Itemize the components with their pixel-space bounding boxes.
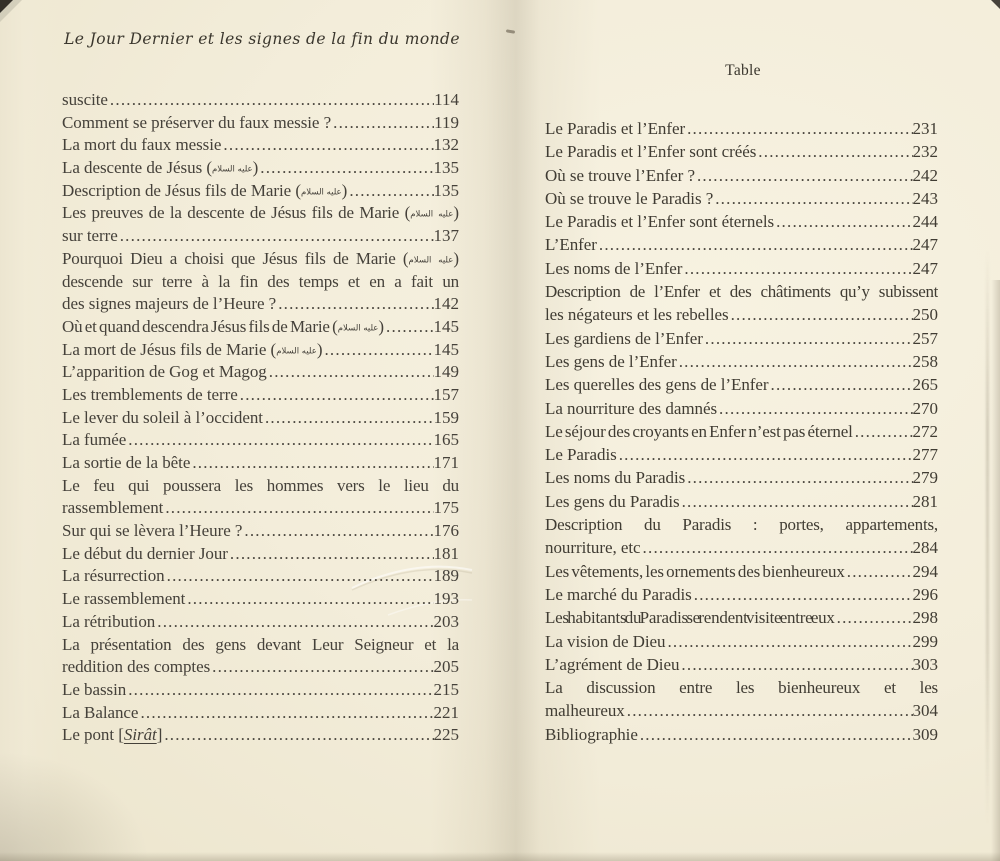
- dot-leader: [155, 611, 433, 634]
- toc-entry-page: 299: [912, 631, 938, 651]
- dot-leader: [263, 407, 434, 430]
- toc-entry: [62, 565, 459, 588]
- toc-entry-title: rassemblement: [62, 498, 164, 518]
- toc-entry-title: Le rassemblement: [62, 589, 186, 609]
- dot-leader: [258, 157, 433, 180]
- toc-entry: [545, 513, 938, 536]
- dot-leader: [677, 350, 913, 373]
- dot-leader: [729, 303, 913, 326]
- toc-entry-title: Comment se préserver du faux messie ?: [62, 112, 332, 132]
- dot-leader: [692, 583, 913, 606]
- toc-entry: [62, 384, 459, 407]
- toc-entry-title: Les gardiens de l’Enfer: [545, 328, 703, 348]
- toc-entry-page: 181: [433, 543, 459, 563]
- toc-entry: [62, 702, 459, 725]
- toc-entry-page: 257: [912, 328, 938, 348]
- dot-leader: [331, 112, 434, 135]
- toc-entry: [62, 112, 459, 135]
- toc-entry: [545, 606, 938, 629]
- toc-entry: [545, 490, 938, 513]
- toc-entry-page: 142: [433, 294, 459, 314]
- toc-entry-title: L’apparition de Gog et Magog: [62, 362, 267, 382]
- toc-entry-title: Les habitants du Paradis se rendent visite entre eux: [545, 608, 835, 628]
- toc-entry-title: L’agrément de Dieu: [545, 654, 680, 674]
- dot-leader: [238, 384, 434, 407]
- toc-entry-title: Les vêtements, les ornements des bienheureux: [545, 561, 845, 581]
- dot-leader: [641, 536, 913, 559]
- dot-leader: [835, 606, 913, 629]
- toc-entry: [62, 452, 459, 475]
- toc-entry-page: 132: [433, 135, 459, 155]
- dot-leader: [118, 225, 434, 248]
- toc-entry: [62, 134, 459, 157]
- toc-entry: [62, 293, 459, 316]
- toc-entry-title: suscite: [62, 90, 108, 109]
- toc-entry: [545, 420, 938, 443]
- toc-entry-title: Les gens de l’Enfer: [545, 351, 677, 371]
- toc-entry-page: 309: [912, 724, 938, 744]
- toc-entry-title: Le Paradis et l’Enfer: [545, 119, 686, 138]
- toc-entry-page: 193: [433, 589, 459, 609]
- toc-entry: [62, 180, 459, 203]
- toc-entry-page: 304: [912, 701, 938, 721]
- toc-entry: [545, 303, 938, 326]
- dot-leader: [713, 187, 912, 210]
- toc-entry-title: Le Paradis et l’Enfer sont créés: [545, 142, 757, 162]
- toc-entry: [545, 327, 938, 350]
- toc-entry-page: 231: [912, 119, 938, 138]
- dot-leader: [185, 588, 433, 611]
- honorific-symbol: (عليه السلام): [206, 158, 259, 178]
- toc-entry: [62, 588, 459, 611]
- toc-entry-page: 244: [912, 212, 938, 232]
- photo-dark-corner-tr: [991, 0, 1000, 9]
- dot-leader: [276, 293, 433, 316]
- toc-entry-page: 145: [433, 316, 459, 336]
- toc-entry-title: Le lever du soleil à l’occident: [62, 407, 263, 427]
- toc-entry: [62, 634, 459, 657]
- toc-entry-title: La discussion entre les bienheureux et les: [545, 678, 938, 698]
- dot-leader: [682, 257, 912, 280]
- toc-entry-page: 272: [912, 421, 938, 441]
- toc-entry-title: La mort de Jésus fils de Marie (عليه السلام): [62, 339, 323, 359]
- toc-entry: [545, 280, 938, 303]
- dot-leader: [322, 339, 433, 362]
- dot-leader: [228, 543, 434, 566]
- toc-entry: [545, 653, 938, 676]
- toc-entry-title: Le Paradis: [545, 445, 617, 465]
- toc-entry-page: 205: [433, 657, 459, 677]
- photo-dark-corner-tl: [0, 0, 13, 13]
- toc-entry-page: 265: [912, 375, 938, 395]
- dot-leader: [638, 723, 913, 746]
- toc-entry: [545, 560, 938, 583]
- toc-entry-page: 298: [912, 608, 938, 628]
- toc-entry-page: 149: [433, 362, 459, 382]
- toc-entry-page: 175: [433, 498, 459, 518]
- toc-entry-title: La mort du faux messie: [62, 135, 222, 155]
- toc-entry-page: 215: [433, 679, 459, 699]
- toc-entry: [62, 225, 459, 248]
- dot-leader: [665, 630, 912, 653]
- right-toc: [545, 117, 938, 746]
- honorific-symbol: (عليه السلام): [402, 248, 459, 268]
- toc-entry: [62, 157, 459, 180]
- toc-entry-title: Les gens du Paradis: [545, 491, 680, 511]
- dot-leader: [695, 164, 913, 187]
- toc-entry: [62, 520, 459, 543]
- dot-leader: [210, 656, 433, 679]
- toc-entry-title: nourriture, etc: [545, 538, 641, 558]
- toc-entry-title: Le pont [Sirât]: [62, 725, 163, 745]
- dot-leader: [774, 210, 912, 233]
- toc-entry-page: 250: [912, 305, 938, 325]
- toc-entry-title: Le début du dernier Jour: [62, 543, 228, 563]
- toc-entry-title: L’Enfer: [545, 235, 597, 255]
- toc-entry: [62, 361, 459, 384]
- toc-entry: [545, 630, 938, 653]
- toc-entry-title: La sortie de la bête: [62, 453, 191, 472]
- toc-entry-title: Description du Paradis : portes, appartements,: [545, 515, 938, 535]
- dot-leader: [165, 565, 434, 588]
- dot-leader: [617, 443, 913, 466]
- toc-entry-page: 137: [433, 226, 459, 246]
- toc-entry: [545, 466, 938, 489]
- toc-entry: [62, 271, 459, 294]
- table-heading: Table: [725, 62, 761, 79]
- toc-entry-page: 114: [434, 90, 459, 109]
- toc-entry: [545, 443, 938, 466]
- toc-entry-page: 135: [433, 158, 459, 178]
- toc-entry-title: La descente de Jésus (عليه السلام): [62, 158, 259, 178]
- toc-entry-page: 284: [912, 538, 938, 558]
- right-edge-shadow: [991, 280, 1000, 861]
- dust-speck: [506, 29, 515, 33]
- toc-entry-page: 203: [433, 611, 459, 631]
- toc-entry-page: 135: [433, 180, 459, 200]
- toc-entry-title: La résurrection: [62, 566, 165, 586]
- toc-entry: [62, 202, 459, 225]
- toc-entry-page: 176: [433, 521, 459, 541]
- toc-entry: [62, 316, 459, 339]
- dot-leader: [769, 373, 913, 396]
- bottom-edge-shadow: [0, 852, 1000, 861]
- toc-entry: [62, 724, 459, 747]
- dot-leader: [680, 490, 913, 513]
- toc-entry: [545, 676, 938, 699]
- toc-entry-title: Le bassin: [62, 679, 127, 699]
- dot-leader: [703, 327, 913, 350]
- dot-leader: [126, 429, 433, 452]
- toc-entry: [62, 339, 459, 362]
- toc-entry: [62, 475, 459, 498]
- toc-entry: [62, 248, 459, 271]
- toc-entry: [545, 164, 938, 187]
- toc-entry: [62, 656, 459, 679]
- dot-leader: [126, 679, 433, 702]
- toc-entry-title: malheureux: [545, 701, 625, 721]
- toc-entry-page: 243: [912, 188, 938, 208]
- toc-entry-title: Description de l’Enfer et des châtiments qu’y subissent: [545, 282, 938, 302]
- toc-entry-title: Le Paradis et l’Enfer sont éternels: [545, 212, 775, 232]
- running-head: Le Jour Dernier et les signes de la fin du monde: [64, 30, 460, 48]
- toc-entry: [545, 117, 938, 140]
- toc-entry-page: 157: [433, 384, 459, 404]
- toc-entry-page: 303: [912, 654, 938, 674]
- toc-entry-title: Pourquoi Dieu a choisi que Jésus fils de Marie (عليه السلام): [62, 248, 459, 268]
- toc-entry-title: La Balance: [62, 702, 139, 722]
- toc-entry-title: Le séjour des croyants en Enfer n’est pas éternel: [545, 421, 853, 441]
- toc-entry-title: La rétribution: [62, 611, 156, 631]
- toc-entry: [62, 611, 459, 634]
- toc-entry-page: 270: [912, 398, 938, 418]
- toc-entry-title: Où se trouve le Paradis ?: [545, 188, 714, 208]
- toc-entry-page: 189: [433, 566, 459, 586]
- toc-entry: [545, 187, 938, 210]
- toc-entry-title: Sur qui se lèvera l’Heure ?: [62, 521, 243, 541]
- toc-entry-page: 247: [912, 258, 938, 278]
- toc-entry: [62, 429, 459, 452]
- dot-leader: [384, 316, 433, 339]
- dot-leader: [221, 134, 433, 157]
- toc-entry-page: 247: [912, 235, 938, 255]
- dot-leader: [242, 520, 433, 543]
- toc-entry: [545, 257, 938, 280]
- dot-leader: [685, 117, 912, 140]
- toc-entry-title: Où se trouve l’Enfer ?: [545, 165, 695, 185]
- toc-entry: [62, 679, 459, 702]
- toc-entry: [545, 350, 938, 373]
- dot-leader: [597, 233, 913, 256]
- dot-leader: [347, 180, 433, 203]
- toc-entry-title: Les querelles des gens de l’Enfer: [545, 375, 769, 395]
- toc-entry: [62, 89, 459, 112]
- dot-leader: [756, 140, 912, 163]
- toc-entry: [62, 497, 459, 520]
- toc-entry-title: Où et quand descendra Jésus fils de Marie (عليه السلام): [62, 316, 385, 336]
- dot-leader: [717, 397, 912, 420]
- toc-entry-page: 145: [433, 339, 459, 359]
- toc-entry: [545, 233, 938, 256]
- toc-entry-page: 242: [912, 165, 938, 185]
- toc-entry-title: Les tremblements de terre: [62, 384, 238, 404]
- dot-leader: [190, 452, 433, 475]
- toc-entry-page: 159: [433, 407, 459, 427]
- toc-entry-page: 277: [912, 445, 938, 465]
- toc-entry: [545, 210, 938, 233]
- toc-entry-page: 296: [912, 584, 938, 604]
- toc-entry-page: 258: [912, 351, 938, 371]
- toc-entry: [545, 583, 938, 606]
- toc-entry-title: des signes majeurs de l’Heure ?: [62, 294, 277, 314]
- dot-leader: [853, 420, 913, 443]
- dot-leader: [685, 466, 912, 489]
- dot-leader: [162, 724, 433, 747]
- toc-entry-title: Le marché du Paradis: [545, 584, 692, 604]
- honorific-symbol: (عليه السلام): [295, 180, 348, 200]
- toc-entry: [62, 543, 459, 566]
- toc-entry-page: 279: [912, 468, 938, 488]
- dot-leader: [625, 699, 913, 722]
- toc-entry-page: 232: [912, 142, 938, 162]
- toc-entry: [545, 140, 938, 163]
- toc-entry-title: La nourriture des damnés: [545, 398, 718, 418]
- toc-entry-title: Les noms de l’Enfer: [545, 258, 683, 278]
- toc-entry: [545, 397, 938, 420]
- toc-entry-page: 165: [433, 430, 459, 450]
- honorific-symbol: (عليه السلام): [332, 316, 385, 336]
- dot-leader: [845, 560, 913, 583]
- toc-entry: [545, 699, 938, 722]
- dot-leader: [163, 497, 433, 520]
- toc-entry-title: Les noms du Paradis: [545, 468, 686, 488]
- toc-entry-title: La présentation des gens devant Leur Seigneur et la: [62, 634, 459, 654]
- honorific-symbol: (عليه السلام): [270, 339, 323, 359]
- toc-entry-title: Le feu qui poussera les hommes vers le lieu du: [62, 475, 459, 495]
- toc-entry: [545, 723, 938, 746]
- toc-entry-page: 221: [433, 702, 459, 722]
- honorific-symbol: (عليه السلام): [404, 203, 459, 223]
- dot-leader: [267, 361, 434, 384]
- toc-entry-page: 171: [433, 453, 459, 472]
- page-crease: [986, 250, 989, 825]
- toc-entry-title: sur terre: [62, 226, 118, 246]
- toc-entry: [545, 373, 938, 396]
- toc-entry-title: descende sur terre à la fin des temps et en a fait un: [62, 271, 459, 291]
- toc-entry-title: Bibliographie: [545, 724, 638, 744]
- toc-entry-page: 294: [912, 561, 938, 581]
- left-toc: [62, 89, 459, 747]
- bottom-left-shadow: [0, 751, 150, 861]
- toc-entry-page: 225: [433, 725, 459, 745]
- dot-leader: [679, 653, 912, 676]
- toc-entry-title: les négateurs et les rebelles: [545, 305, 729, 325]
- toc-entry-page: 281: [912, 491, 938, 511]
- toc-entry-title: Description de Jésus fils de Marie (عليه السلام): [62, 180, 348, 200]
- toc-entry: [62, 407, 459, 430]
- toc-entry-page: 119: [434, 112, 459, 132]
- toc-entry-title: La vision de Dieu: [545, 631, 666, 651]
- dot-leader: [108, 89, 434, 112]
- toc-entry-title: reddition des comptes: [62, 657, 211, 677]
- toc-entry: [545, 536, 938, 559]
- dot-leader: [138, 702, 433, 725]
- toc-entry-title: La fumée: [62, 430, 127, 450]
- toc-entry-title: Les preuves de la descente de Jésus fils de Marie (عليه السلام): [62, 203, 459, 223]
